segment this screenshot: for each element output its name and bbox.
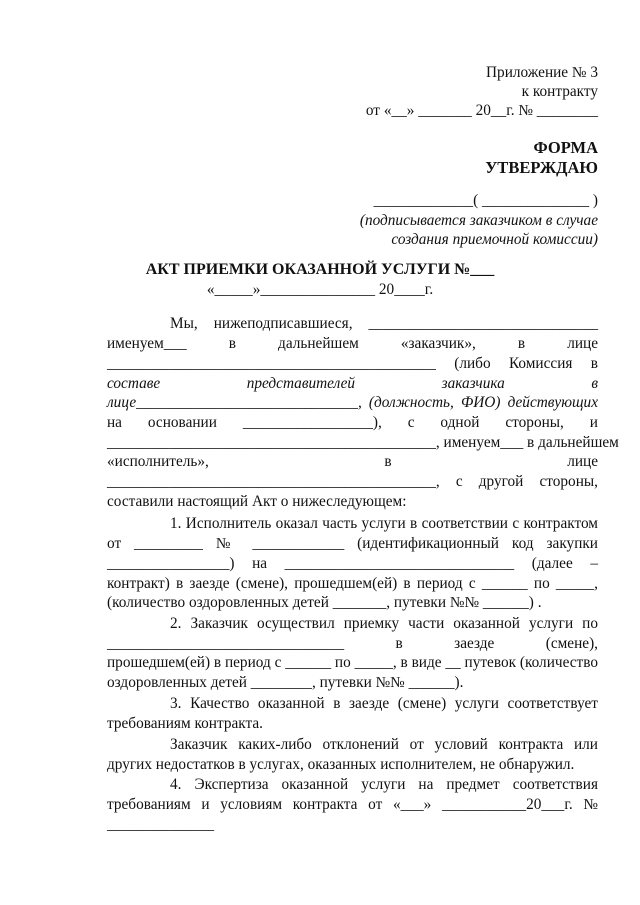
body-line-6: на основании _________________), с одной стороны, и [107,414,598,431]
body-line-9: ___________________________________________, с другой стороны, [107,473,598,490]
clause-1-line-5: (количество оздоровленных детей _______, путевки №№ ______) . [107,594,542,611]
finding-line-2: других недостатков в услугах, оказанных исполнителем, не обнаружил. [107,756,575,773]
finding-line-1: Заказчик каких-либо отклонений от условий контракта или [170,736,598,753]
clause-2-line-3: прошедшем(ей) в период с ______ по _____, в виде __ путевок (количество [107,654,598,671]
appendix-number: Приложение № 3 [486,64,598,81]
contract-reference: к контракту [521,83,598,100]
signature-note-1: (подписывается заказчиком в случае [359,212,598,229]
body-line-3: ___________________________________________ (либо Комиссия в [107,355,598,372]
body-line-1: Мы, нижеподписавшиеся, ______________________________ [170,315,598,332]
clause-3-line-1: 3. Качество оказанной в заезде (смене) услуги соответствует [170,695,598,712]
body-line-7: ___________________________________________, именуем___ в дальнейшем [107,434,619,451]
clause-2-line-1: 2. Заказчик осуществил приемку части оказанной услуги по [170,615,598,632]
clause-2-line-2: _______________________________ в заезде (смене), [107,635,598,652]
clause-1-line-1: 1. Исполнитель оказал часть услуги в соответствии с контрактом [170,515,598,532]
contract-date-number: от «__» _______ 20__г. № ________ [365,102,598,119]
approval-label: УТВЕРЖДАЮ [485,158,598,177]
clause-4-line-1: 4. Экспертиза оказанной услуги на предмет соответствия [170,776,598,793]
clause-3-line-2: требованиям контракта. [107,715,263,732]
body-line-2: именуем___ в дальнейшем «заказчик», в лице [107,335,598,352]
clause-1-line-2: от _________ № ____________ (идентификационный код закупки [107,535,598,552]
clause-1-line-3: ________________) на ______________________________ (далее – [107,555,598,572]
body-line-8: «исполнитель», в лице [107,453,598,470]
clause-4-line-2: требованиям и условиям контракта от «___» ___________20___г. № [107,796,598,813]
signature-line: _____________( ______________ ) [373,192,598,209]
body-line-5: лице_____________________________, (должность, ФИО) действующих [107,394,598,411]
body-line-4: составе представителей заказчика в [107,375,598,392]
form-label: ФОРМА [533,138,598,157]
act-title: АКТ ПРИЕМКИ ОКАЗАННОЙ УСЛУГИ №___ [145,261,495,278]
clause-4-line-3: ______________ [107,816,215,833]
act-date: «_____»_______________ 20____г. [206,281,434,298]
signature-note-2: создания приемочной комиссии) [391,231,598,248]
body-line-10: составили настоящий Акт о нижеследующем: [107,493,407,510]
clause-1-line-4: контракт) в заезде (смене), прошедшем(ей) в период с ______ по _____, [107,575,598,592]
clause-2-line-4: оздоровленных детей ________, путевки №№ ______). [107,674,464,691]
